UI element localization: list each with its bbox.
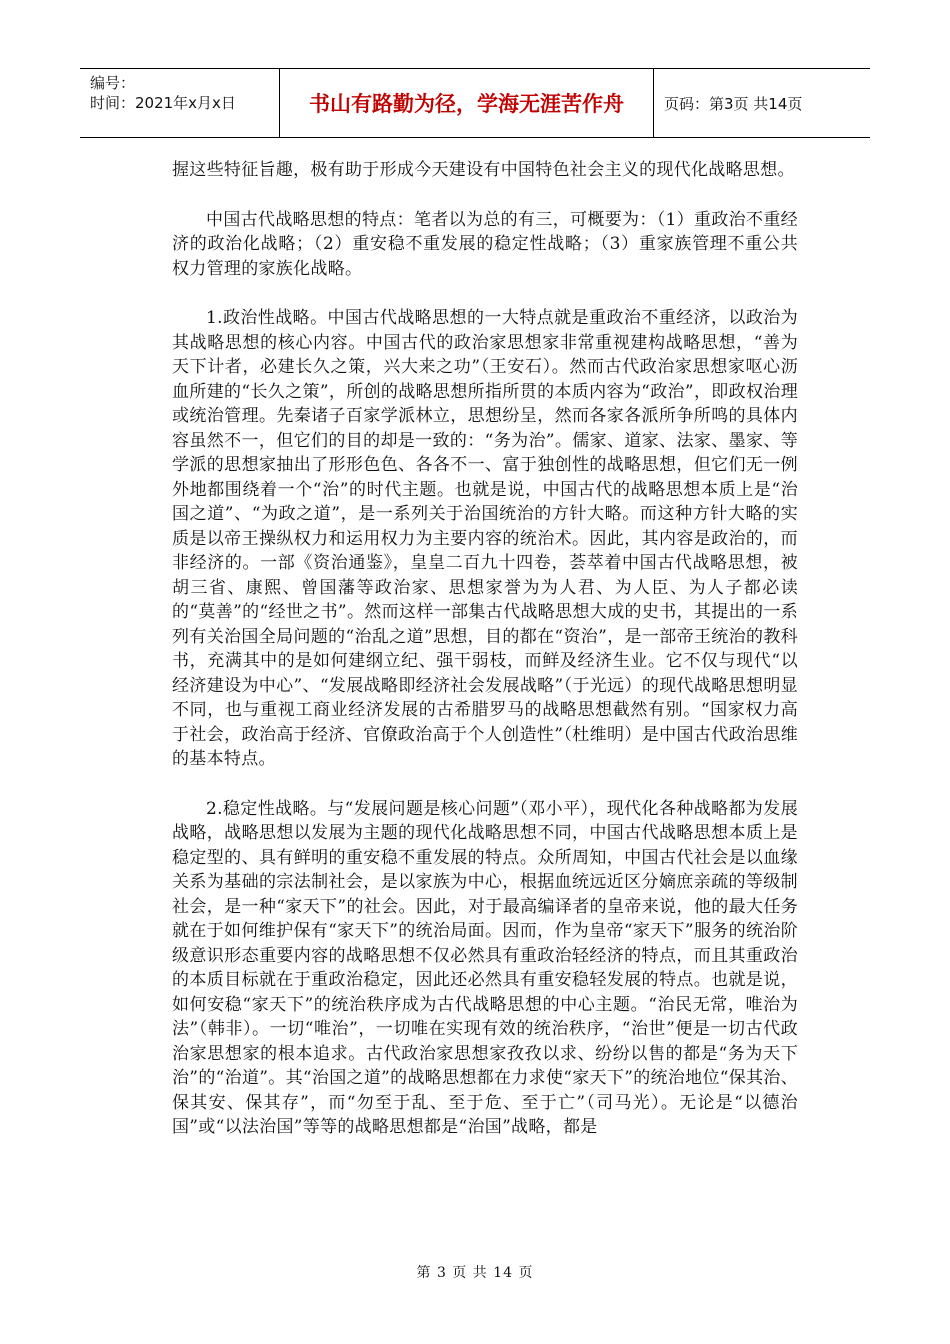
- header-page-info: 页码：第3页 共14页: [664, 94, 803, 113]
- header-motto: 书山有路勤为径，学海无涯苦作舟: [280, 69, 654, 137]
- paragraph-political-strategy: 1.政治性战略。中国古代战略思想的一大特点就是重政治不重经济，以政治为其战略思想的核心内容。中国古代的政治家思想家非常重视建构战略思想，“善为天下计者，必建长久之策，兴大来之功”（王安石）。然而古代政治家思想家呕心沥血所建的“长久之策”，所创的战略思想所指所贯的本质内容为“政治”，即政权治理或统治管理。先秦诸子百家学派林立，思想纷呈，然而各家各派所争所鸣的具体内容虽然不一，但它们的目的却是一致的：“务为治”。儒家、道家、法家、墨家、等学派的思想家抽出了形形色色、各各不一、富于独创性的战略思想，但它们无一例外地都围绕着一个“治”的时代主题。也就是说，中国古代的战略思想本质上是“治国之道”、“为政之道”，是一系列关于治国统治的方针大略。而这种方针大略的实质是以帝王操纵权力和运用权力为主要内容的统治术。因此，其内容是政治的，而非经济的。一部《资治通鉴》，皇皇二百九十四卷，荟萃着中国古代战略思想，被胡三省、康熙、曾国藩等政治家、思想家誉为为人君、为人臣、为人子都必读的“莫善”的“经世之书”。然而这样一部集古代战略思想大成的史书，其提出的一系列有关治国全局问题的“治乱之道”思想，目的都在“资治”，是一部帝王统治的教科书，充满其中的是如何建纲立纪、强干弱枝，而鲜及经济生业。它不仅与现代“以经济建设为中心”、“发展战略即经济社会发展战略”（于光远）的现代战略思想明显不同，也与重视工商业经济发展的古希腊罗马的战略思想截然有别。“国家权力高于社会，政治高于经济、官僚政治高于个人创造性”（杜维明）是中国古代政治思维的基本特点。: [172, 308, 798, 769]
- document-body: [172, 158, 798, 1165]
- page-header: [80, 68, 870, 138]
- page-footer: 第 3 页 共 14 页: [416, 1265, 534, 1281]
- document-time-label: 时间：2021年x月x日: [90, 94, 236, 112]
- paragraph-continuation: 握这些特征旨趣，极有助于形成今天建设有中国特色社会主义的现代化战略思想。: [172, 160, 795, 180]
- document-number-label: 编号：: [90, 74, 136, 92]
- paragraph-overview: 中国古代战略思想的特点：笔者以为总的有三，可概要为：（1）重政治不重经济的政治化战略；（2）重安稳不重发展的稳定性战略；（3）重家族管理不重公共权力管理的家族化战略。: [172, 209, 798, 279]
- header-meta: [80, 69, 280, 137]
- paragraph-stability-strategy: 2.稳定性战略。与“发展问题是核心问题”（邓小平），现代化各种战略都为发展战略，战略思想以发展为主题的现代化战略思想不同，中国古代战略思想本质上是稳定型的、具有鲜明的重安稳不重发展的特点。众所周知，中国古代社会是以血缘关系为基础的宗法制社会，是以家族为中心，根据血统远近区分嫡庶亲疏的等级制社会，是一种“家天下”的社会。因此，对于最高编译者的皇帝来说，他的最大任务就在于如何维护保有“家天下”的统治局面。因而，作为皇帝“家天下”服务的统治阶级意识形态重要内容的战略思想不仅必然具有重政治轻经济的特点，而且其重政治的本质目标就在于重政治稳定，因此还必然具有重安稳轻发展的特点。也就是说，如何安稳“家天下”的统治秩序成为古代战略思想的中心主题。“治民无常，唯治为法”（韩非）。一切“唯治”，一切唯在实现有效的统治秩序，“治世”便是一切古代政治家思想家的根本追求。古代政治家思想家孜孜以求、纷纷以售的都是“务为天下治”的“治道”。其“治国之道”的战略思想都在力求使“家天下”的统治地位“保其治、保其安、保其存”，而“勿至于乱、至于危、至于亡”（司马光）。无论是“以德治国”或“以法治国”等等的战略思想都是“治国”战略，都是: [172, 798, 798, 1137]
